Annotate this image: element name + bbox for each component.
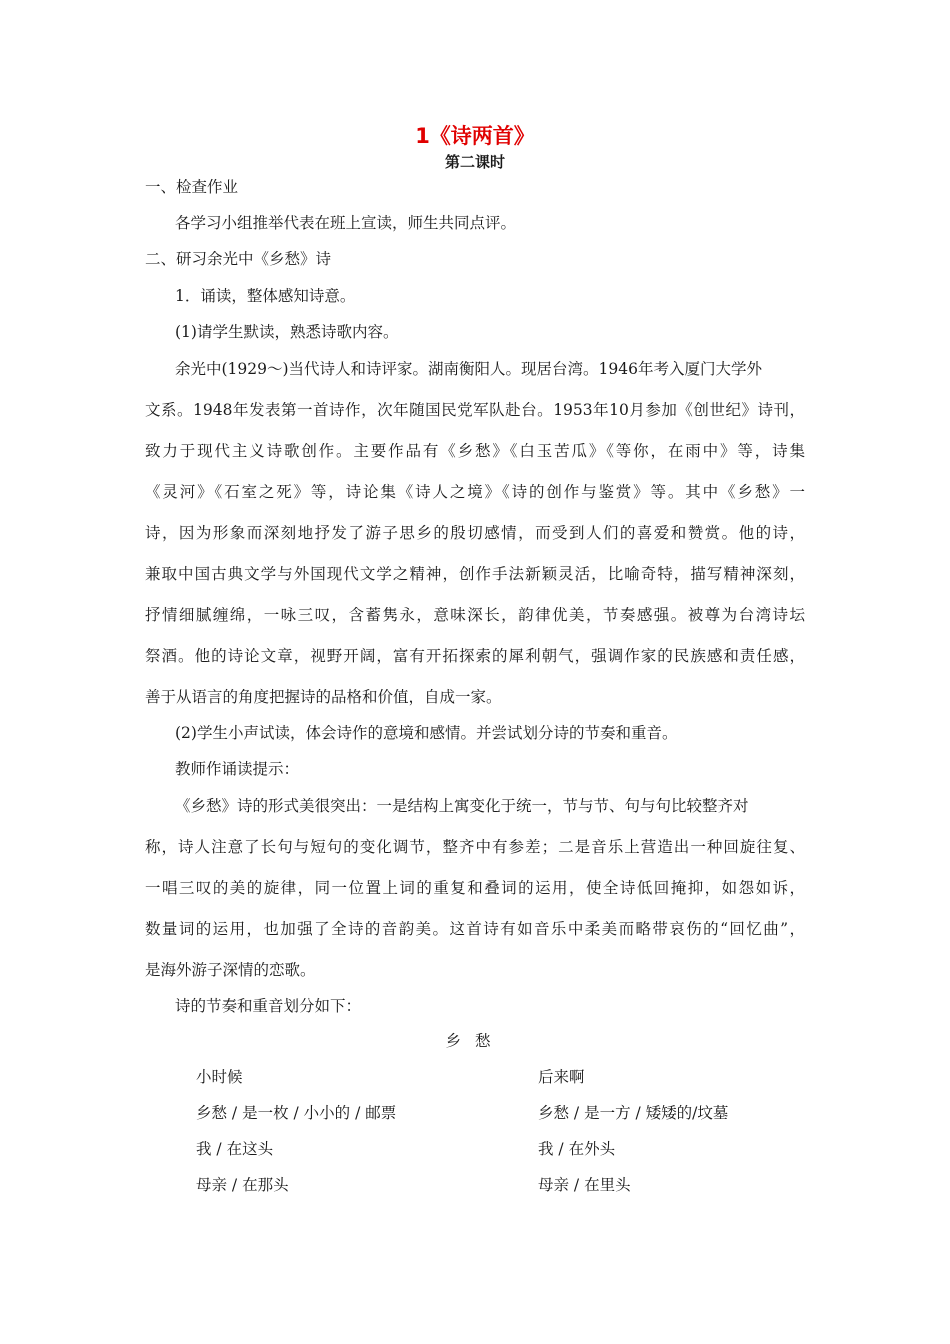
paragraph-line: (2)学生小声试读，体会诗作的意境和感情。并尝试划分诗的节奏和重音。 <box>175 724 678 742</box>
poem-line-right: 后来啊 <box>538 1068 585 1086</box>
paragraph-line: 各学习小组推举代表在班上宣读，师生共同点评。 <box>175 214 517 232</box>
poem-title: 乡愁 <box>445 1032 505 1050</box>
document-title: 1《诗两首》 <box>415 124 535 148</box>
paragraph-line: 诗，因为形象而深刻地抒发了游子思乡的殷切感情，而受到人们的喜爱和赞赏。他的诗， <box>145 524 805 542</box>
paragraph-line: 余光中(1929～)当代诗人和诗评家。湖南衡阳人。现居台湾。1946年考入厦门大学外 <box>175 360 762 378</box>
paragraph-line: 文系。1948年发表第一首诗作，次年随国民党军队赴台。1953年10月参加《创世纪》诗刊， <box>145 401 805 419</box>
paragraph-line: 祭酒。他的诗论文章，视野开阔，富有开拓探索的犀利朝气，强调作家的民族感和责任感， <box>145 647 805 665</box>
paragraph-line: 善于从语言的角度把握诗的品格和价值，自成一家。 <box>145 688 502 706</box>
paragraph-line: 教师作诵读提示： <box>175 760 300 778</box>
section-heading-1: 一、检查作业 <box>145 178 239 196</box>
paragraph-line: 是海外游子深情的恋歌。 <box>145 961 316 979</box>
paragraph-line: 数量词的运用，也加强了全诗的音韵美。这首诗有如音乐中柔美而略带哀伤的“回忆曲”， <box>145 920 805 938</box>
paragraph-line: 一唱三叹的美的旋律，同一位置上词的重复和叠词的运用，使全诗低回掩抑，如怨如诉， <box>145 879 805 897</box>
subsection-heading: 1．诵读，整体感知诗意。 <box>175 287 356 305</box>
paragraph-line: 抒情细腻缠绵，一咏三叹，含蓄隽永，意味深长，韵律优美，节奏感强。被尊为台湾诗坛 <box>145 606 805 624</box>
paragraph-line: 诗的节奏和重音划分如下： <box>175 997 362 1015</box>
section-heading-2: 二、研习余光中《乡愁》诗 <box>145 250 332 268</box>
paragraph-line: 称，诗人注意了长句与短句的变化调节，整齐中有参差；二是音乐上营造出一种回旋往复、 <box>145 838 805 856</box>
paragraph-line: 《灵河》《石室之死》等，诗论集《诗人之境》《诗的创作与鉴赏》等。其中《乡愁》一 <box>145 483 805 501</box>
poem-line-left: 乡愁 / 是一枚 / 小小的 / 邮票 <box>196 1104 397 1122</box>
paragraph-line: 致力于现代主义诗歌创作。主要作品有《乡愁》《白玉苦瓜》《等你，在雨中》等，诗集 <box>145 442 805 460</box>
poem-line-left: 母亲 / 在那头 <box>196 1176 289 1194</box>
poem-line-right: 母亲 / 在里头 <box>538 1176 631 1194</box>
poem-line-left: 小时候 <box>196 1068 243 1086</box>
poem-line-left: 我 / 在这头 <box>196 1140 274 1158</box>
poem-line-right: 乡愁 / 是一方 / 矮矮的/坟墓 <box>538 1104 729 1122</box>
poem-line-right: 我 / 在外头 <box>538 1140 616 1158</box>
document-subtitle: 第二课时 <box>444 153 505 171</box>
paragraph-line: (1)请学生默读，熟悉诗歌内容。 <box>175 323 399 341</box>
paragraph-line: 兼取中国古典文学与外国现代文学之精神，创作手法新颖灵活，比喻奇特，描写精神深刻， <box>145 565 805 583</box>
paragraph-line: 《乡愁》诗的形式美很突出：一是结构上寓变化于统一，节与节、句与句比较整齐对 <box>175 797 749 815</box>
